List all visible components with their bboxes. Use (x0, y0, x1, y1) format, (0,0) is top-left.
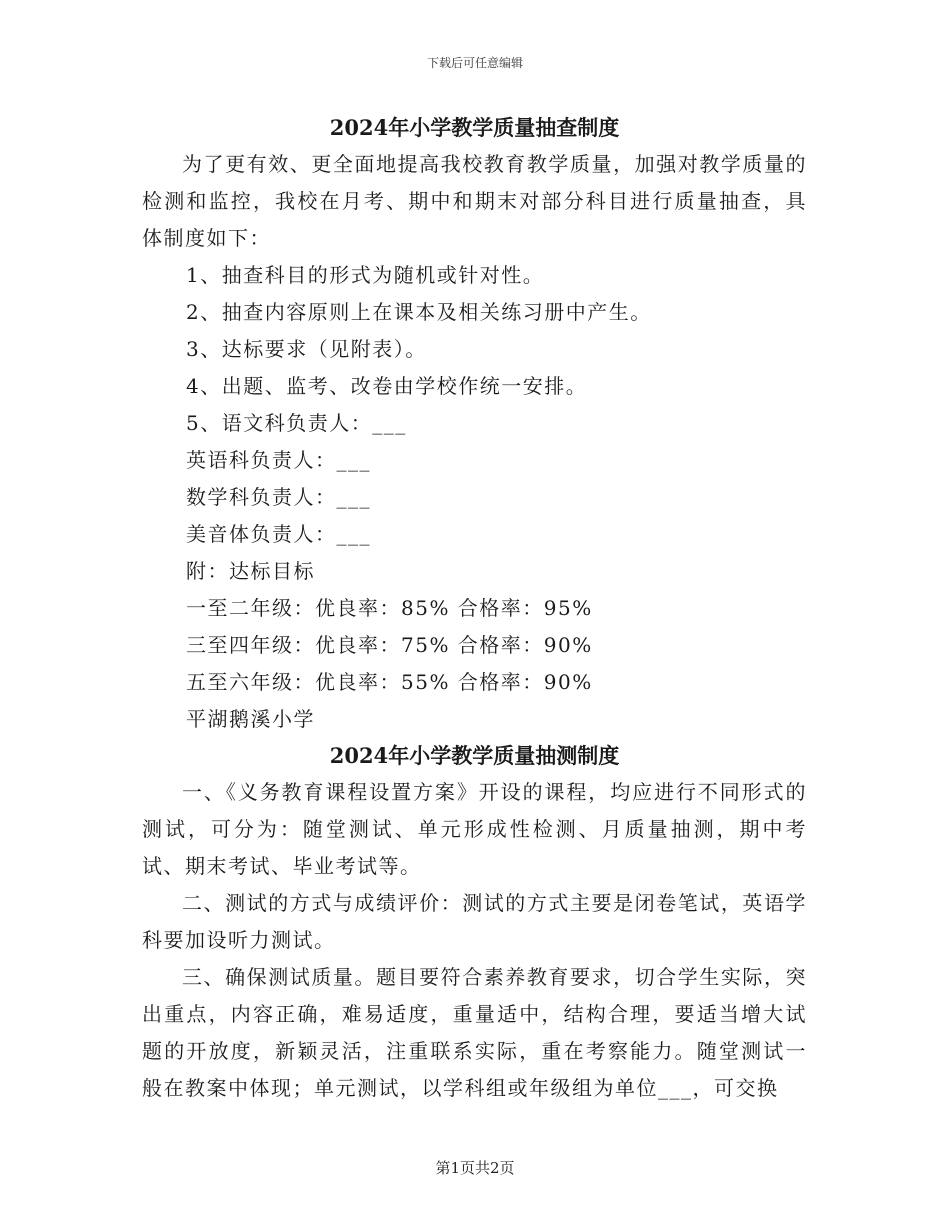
section-three-paragraph: 三、确保测试质量。题目要符合素养教育要求，切合学生实际，突出重点，内容正确，难易适度，重量适中，结构合理，要适当增大试题的开放度，新颖灵活，注重联系实际，重在考察能力。随堂测试一般在教案中体现；单元测试，以学科组或年级组为单位___，可交换 (142, 965, 807, 1100)
document-title-1: 2024年小学教学质量抽查制度 (329, 115, 620, 140)
intro-paragraph: 为了更有效、更全面地提高我校教育教学质量，加强对教学质量的检测和监控，我校在月考、期中和期末对部分科目进行质量抽查，具体制度如下： (142, 152, 807, 250)
target-grade-5-6: 五至六年级：优良率：55% 合格率：90% (186, 670, 593, 694)
rule-item-4: 4、出题、监考、改卷由学校作统一安排。 (186, 374, 588, 398)
target-grade-1-2: 一至二年级：优良率：85% 合格率：95% (186, 596, 593, 620)
section-two-paragraph: 二、测试的方式与成绩评价：测试的方式主要是闭卷笔试，英语学科要加设听力测试。 (142, 891, 807, 952)
rule-list (142, 257, 807, 738)
school-signature: 平湖鹅溪小学 (186, 707, 315, 731)
rule-item-5: 5、语文科负责人：___ (186, 411, 407, 435)
rule-item-2: 2、抽查内容原则上在课本及相关练习册中产生。 (186, 300, 652, 324)
english-lead: 英语科负责人：___ (186, 448, 371, 472)
rule-item-1: 1、抽查科目的形式为随机或针对性。 (186, 263, 545, 287)
math-lead: 数学科负责人：___ (186, 485, 371, 509)
target-grade-3-4: 三至四年级：优良率：75% 合格率：90% (186, 633, 593, 657)
section-one-paragraph: 一、《义务教育课程设置方案》开设的课程，均应进行不同形式的测试，可分为：随堂测试、单元形成性检测、月质量抽测，期中考试、期末考试、毕业考试等。 (142, 780, 807, 878)
appendix-heading: 附：达标目标 (186, 559, 315, 583)
arts-lead: 美音体负责人：___ (186, 522, 371, 546)
page-header: 下载后可任意编辑 (426, 56, 523, 70)
document-body (142, 110, 807, 1107)
rule-item-3: 3、达标要求（见附表）。 (186, 337, 427, 361)
document-title-2: 2024年小学教学质量抽测制度 (329, 743, 620, 768)
page-footer: 第1页共2页 (435, 1159, 515, 1177)
